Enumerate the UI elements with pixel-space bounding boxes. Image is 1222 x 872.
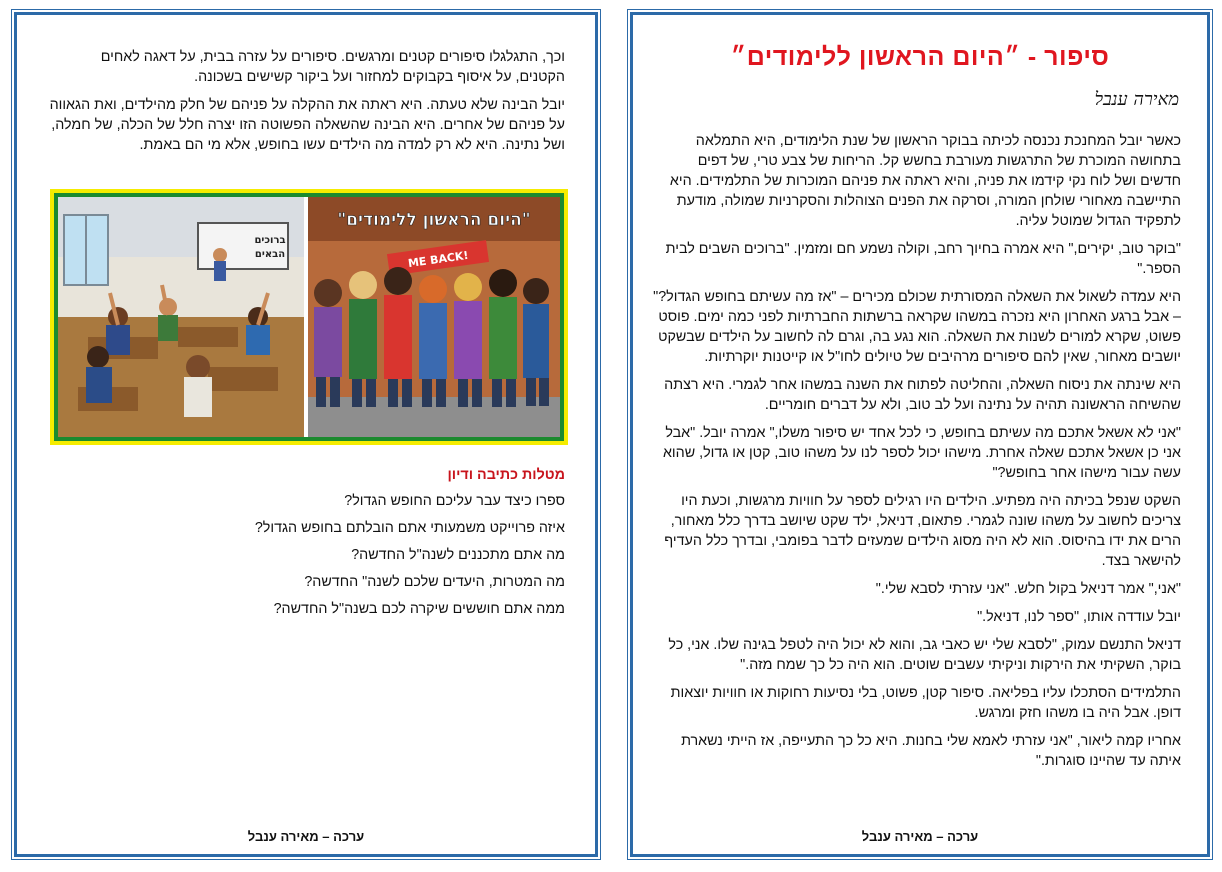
poster-title: "היום הראשון ללימודים" xyxy=(337,210,531,230)
task-item: מה המטרות, היעדים שלכם לשנה" החדשה? xyxy=(304,574,565,590)
story-paragraph: "אני," אמר דניאל בקול חלש. "אני עזרתי לסבא שלי." xyxy=(875,581,1181,597)
story-paragraph: השקט שנפל בכיתה היה מפתיע. הילדים היו רגילים לספר על חוויות מרגשות, וכעת היו צריכים לחשוב על משהו שונה לגמרי. פתאום, דניאל, ילד שקט שיושב בדרך כלל מאחור, הרים את ידו בהיסוס. הוא לא היה מסוג הילדים שמעזים לדבר בפומבי, ובדרך כלל העדיף להישאר בצד. xyxy=(664,493,1181,569)
right-footer: ערכה – מאירה ענבל xyxy=(861,829,979,844)
left-page xyxy=(14,12,598,857)
story-paragraph: היא עמדה לשאול את השאלה המסורתית שכולם מכירים – "אז מה עשיתם בחופש הגדול?" – אבל ברגע האחרון היא נזכרה במשהו שקראה ברשתות החברתיות לפני כמה ימים. פוסט פשוט, שקרא למורים לשנות את השאלה. הוא נגע בה, וגרם לה לחשוב על הילדים שבשקט יושבים מאחור, שאין להם סיפורים מרהיבים של טיולים לחו"ל או קייטנות יוקרתיות. xyxy=(653,289,1181,365)
story-paragraph: "בוקר טוב, יקירים," היא אמרה בחיוך רחב, וקולה נשמע חם ומזמין. "ברוכים השבים לבית הספר." xyxy=(665,241,1181,277)
story-paragraph: כאשר יובל המחנכת נכנסה לכיתה בבוקר הראשון של שנת הלימודים, היא התמלאה בתחושה המוכרת של התרגשות מעורבת בחשש קל. הריחות של צבע טרי, של דפים חדשים ושל לוח נקי קידמו את פניה, והיא ראתה את פניהם המוכרות של התלמידים. היא התיישבה מאחורי שולחן המורה, וסרקה את הפנים הצוהלות והסקרניות שמולה, מודעת לתפקיד הגדול שמוטל עליה. xyxy=(669,133,1181,229)
story-paragraph: יובל עודדה אותו, "ספר לנו, דניאל." xyxy=(977,609,1181,625)
story-text xyxy=(653,131,1181,779)
task-item: ממה אתם חוששים שיקרה לכם בשנה"ל החדשה? xyxy=(273,601,565,617)
story-paragraph: היא שינתה את ניסוח השאלה, והחליטה לפתוח את השנה במשהו אחר לגמרי. היא רצתה שהשיחה הראשונה תהיה על נתינה ועל לב טוב, ולא על דברים חומריים. xyxy=(664,377,1181,413)
board-text-2: הבאים xyxy=(254,249,286,260)
author-signature: מאירה ענבל xyxy=(1094,89,1179,110)
left-page-text xyxy=(49,47,565,163)
story-title: סיפור - ״היום הראשון ללימודים״ xyxy=(730,43,1110,71)
task-item: ספרו כיצד עבר עליכם החופש הגדול? xyxy=(344,493,565,509)
story-paragraph: אחריו קמה ליאור, "אני עזרתי לאמא שלי בחנות. היא כל כך התעייפה, אז הייתי נשארת איתה עד שהיינו סוגרות." xyxy=(681,733,1181,769)
left-paragraph-2: יובל הבינה שלא טעתה. היא ראתה את ההקלה על פניהם של חלק מהילדים, ואת הגאווה על פניהם של אחרים. היא הבינה שהשאלה הפשוטה הזו יצרה חלל של הכלה, של חמלה, ושל נתינה. היא לא רק למדה מה הילדים עשו בחופש, אלא מי הם באמת. xyxy=(49,97,565,153)
classroom-illustration xyxy=(58,197,560,437)
story-paragraph: "אני לא אשאל אתכם מה עשיתם בחופש, כי לכל אחד יש סיפור משלו," אמרה יובל. "אבל אני כן אשאל אתכם שאלה אחרת. מישהו יכול לספר לנו על משהו טוב, קטן או גדול, שהוא עשה עבור מישהו אחר בחופש?" xyxy=(662,425,1181,481)
banner-text: ME BACK! xyxy=(407,248,470,271)
story-illustration xyxy=(50,189,568,445)
right-page xyxy=(630,12,1210,857)
task-item: איזה פרוייקט משמעותי אתם הובלתם בחופש הגדול? xyxy=(254,520,565,536)
writing-tasks xyxy=(49,467,565,628)
tasks-heading: מטלות כתיבה ודיון xyxy=(447,467,565,483)
story-paragraph: התלמידים הסתכלו עליו בפליאה. סיפור קטן, פשוט, בלי נסיעות רחוקות או חוויות יוצאות דופן. אבל היה בו משהו חזק ומרגש. xyxy=(670,685,1181,721)
story-paragraph: דניאל התנשם עמוק, "לסבא שלי יש כאבי גב, והוא לא יכול היה לטפל בגינה שלו. אני, כל בוקר, השקיתי את הירקות וניקיתי עשבים שוטים. הוא היה כל כך שמח מזה." xyxy=(668,637,1181,673)
left-footer: ערכה – מאירה ענבל xyxy=(247,829,365,844)
left-paragraph-1: וכך, התגלגלו סיפורים קטנים ומרגשים. סיפורים על עזרה בבית, על דאגה לאחים הקטנים, על איסוף בקבוקים למחזור ועל ביקור קשישים בשכונה. xyxy=(100,49,565,85)
board-text-1: ברוכים xyxy=(254,235,286,246)
task-item: מה אתם מתכננים לשנה"ל החדשה? xyxy=(351,547,565,563)
